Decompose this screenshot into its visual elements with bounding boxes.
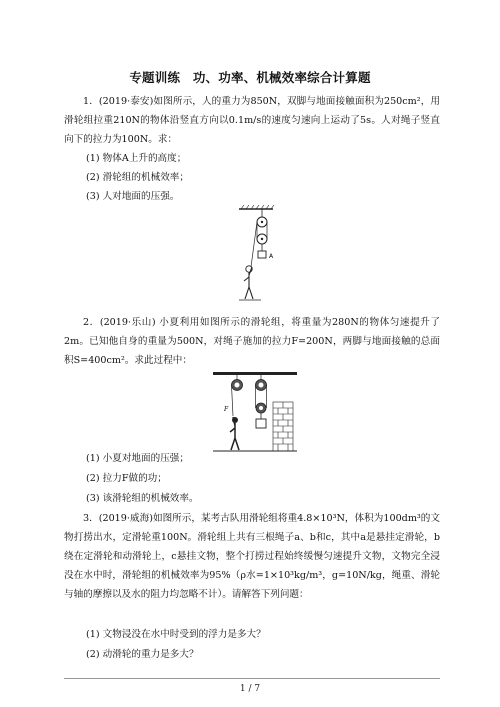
figure-2-label-f: F xyxy=(224,406,229,413)
question-3-part-2: (2) 动滑轮的重力是多大？ xyxy=(86,649,199,660)
question-2 xyxy=(64,313,440,370)
question-1 xyxy=(64,92,440,149)
pulley-figure-2 xyxy=(213,372,297,452)
page-title: 专题训练 功、功率、机械效率综合计算题 xyxy=(129,70,371,85)
figure-1-label-a: A xyxy=(269,253,274,260)
question-2-part-3: (3) 该滑轮组的机械效率。 xyxy=(86,493,199,504)
question-2-part-2: (2) 拉力F做的功； xyxy=(86,473,167,484)
question-3-part-1: (1) 文物浸没在水中时受到的浮力是多大？ xyxy=(86,629,266,640)
page-number: 1 / 7 xyxy=(239,684,261,694)
question-3 xyxy=(64,509,440,604)
question-1-part-1: (1) 物体A上升的高度； xyxy=(86,153,187,164)
footer-divider xyxy=(64,678,440,679)
question-2-text: 2．(2019·乐山) 小夏利用如图所示的滑轮组，将重量为280N的物体匀速提升了2m。已知他自身的重量为500N，对绳子施加的拉力F=200N，两脚与地面接触的总面积S=400cm²。求此过程中： xyxy=(64,317,440,366)
pulley-figure-1 xyxy=(225,205,285,305)
question-2-part-1: (1) 小夏对地面的压强； xyxy=(86,453,189,464)
question-1-part-3: (3) 人对地面的压强。 xyxy=(86,191,180,202)
question-1-text: 1．(2019·泰安)如图所示，人的重力为850N，双脚与地面接触面积为250cm²，用滑轮组拉重210N的物体沿竖直方向以0.1m/s的速度匀速向上运动了5s。人对绳子竖直向下的拉力为100N。求： xyxy=(64,96,440,145)
question-1-part-2: (2) 滑轮组的机械效率； xyxy=(86,172,189,183)
question-3-text: 3．(2019·威海)如图所示，某考古队用滑轮组将重4.8×10³N，体积为100dm³的文物打捞出水，定滑轮重100N。滑轮组上共有三根绳子a、b和c，其中a是悬挂定滑轮，b绕在定滑轮和动滑轮上，c悬挂文物，整个打捞过程始终缓慢匀速提升文物，文物完全浸没在水中时，滑轮组的机械效率为95%（ρ水=1×10³kg/m³，g=10N/kg，绳重、滑轮与轴的摩擦以及水的阻力均忽略不计）。请解答下列问题： xyxy=(64,513,440,600)
